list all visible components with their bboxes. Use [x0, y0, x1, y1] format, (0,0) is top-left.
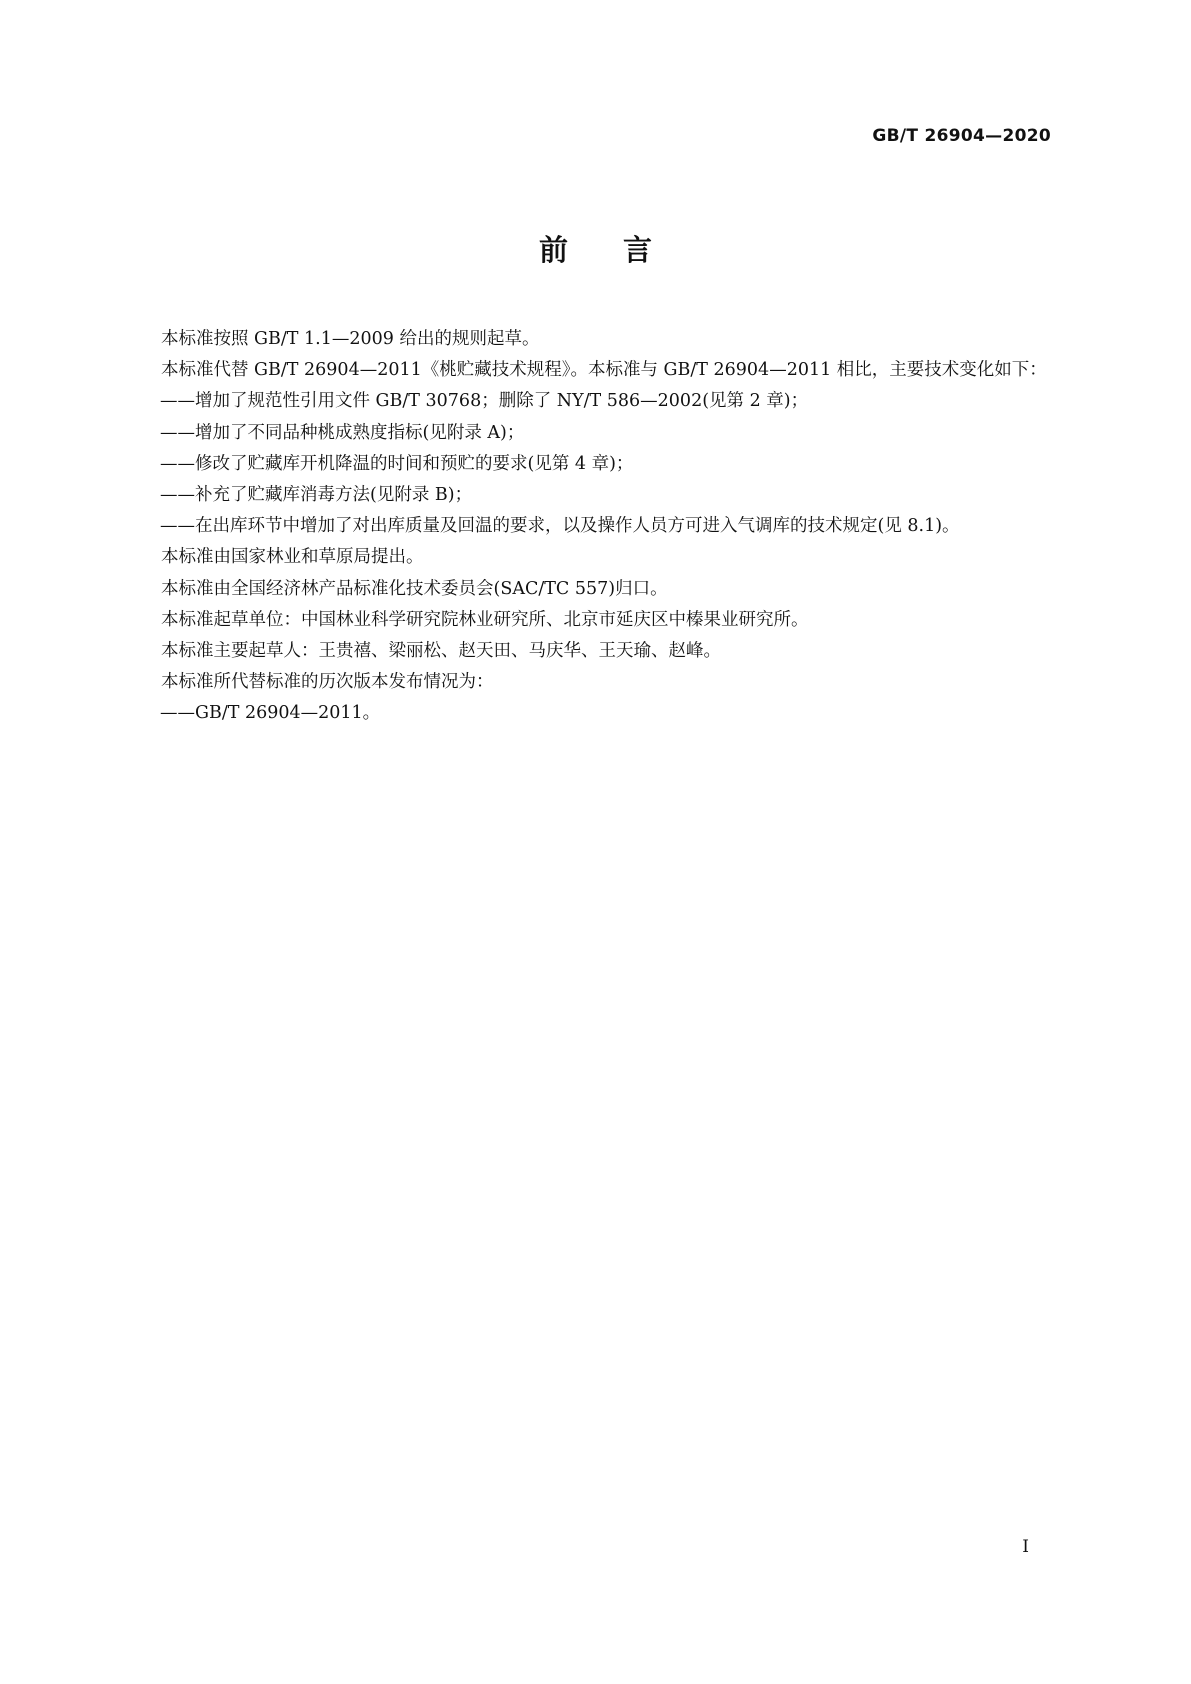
foreword-body	[126, 324, 1062, 730]
page-number: I	[1022, 1537, 1029, 1557]
paragraph-replacement: 本标准代替 GB/T 26904—2011《桃贮藏技术规程》。本标准与 GB/T 26904—2011 相比，主要技术变化如下：	[161, 360, 1047, 381]
paragraph-technical-committee: 本标准由全国经济林产品标准化技术委员会(SAC/TC 557)归口。	[161, 578, 668, 599]
change-item: ——增加了不同品种桃成熟度指标(见附录 A)；	[160, 422, 525, 443]
paragraph-previous-versions: 本标准所代替标准的历次版本发布情况为：	[161, 672, 494, 693]
change-item: ——补充了贮藏库消毒方法(见附录 B)；	[160, 485, 473, 506]
standard-number: GB/T 26904—2020	[872, 126, 1051, 146]
change-item: ——在出库环节中增加了对出库质量及回温的要求，以及操作人员方可进入气调库的技术规定(见 8.1)。	[160, 516, 960, 537]
paragraph-main-drafters: 本标准主要起草人：王贵禧、梁丽松、赵天田、马庆华、王天瑜、赵峰。	[161, 641, 721, 662]
change-item: ——修改了贮藏库开机降温的时间和预贮的要求(见第 4 章)；	[160, 453, 634, 474]
previous-version-item: ——GB/T 26904—2011。	[160, 703, 381, 724]
change-item: ——增加了规范性引用文件 GB/T 30768；删除了 NY/T 586—2002(见第 2 章)；	[160, 391, 809, 412]
page-title: 前言	[538, 233, 707, 267]
paragraph-drafting-units: 本标准起草单位：中国林业科学研究院林业研究所、北京市延庆区中榛果业研究所。	[161, 609, 809, 630]
paragraph-proposed-by: 本标准由国家林业和草原局提出。	[161, 547, 424, 568]
paragraph-drafting-rules: 本标准按照 GB/T 1.1—2009 给出的规则起草。	[161, 329, 540, 349]
